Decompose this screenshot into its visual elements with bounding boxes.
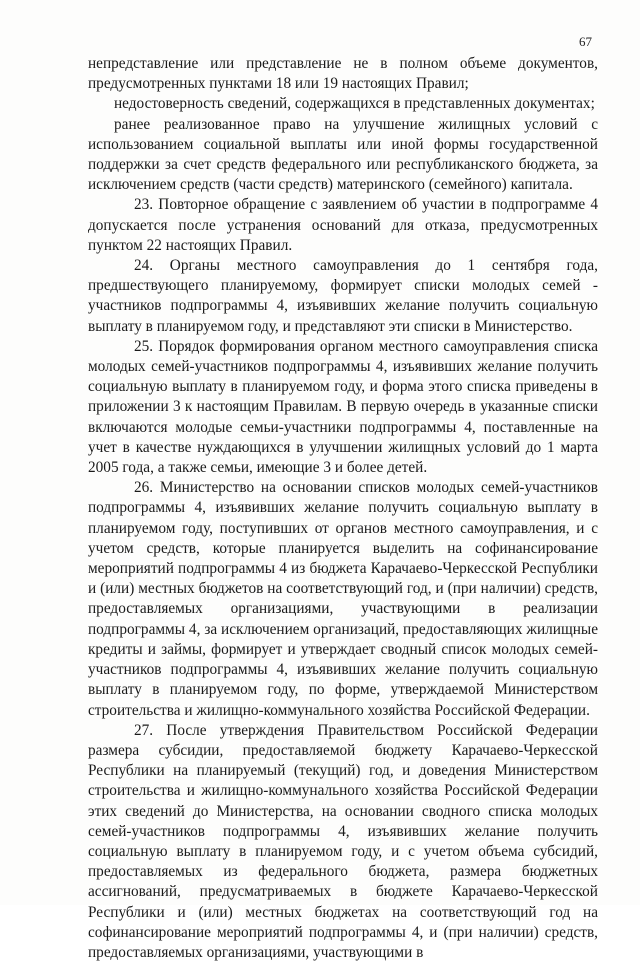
paragraph-1: непредставление или представление не в полном объеме документов, предусмотренных пунктами 18 или 19 настоящих Правил;	[88, 55, 598, 93]
paragraph-23: 23. Повторное обращение с заявлением об участии в подпрограмме 4 допускается после устранения оснований для отказа, предусмотренных пунктом 22 настоящих Правил.	[88, 196, 598, 254]
paragraph-27: 27. После утверждения Правительством Российской Федерации размера субсидии, предоставляемой бюджету Карачаево-Черкесской Республики на планируемый (текущий) год, и доведения Министерством строительства и жилищно-коммунального хозяйства Российской Федерации этих сведений до Министерства, на основании сводного списка молодых семей-участников подпрограммы 4, изъявивших желание получить социальную выплату в планируемом году, и с учетом объема субсидий, предоставляемых из федерального бюджета, размера бюджетных ассигнований, предусматриваемых в бюджете Карачаево-Черкесской Республики и (или) местных бюджетах на соответствующий год на софинансирование мероприятий подпрограммы 4, и (при наличии) средств, предоставляемых организациями, участвующими в	[88, 721, 598, 961]
paragraph-25: 25. Порядок формирования органом местного самоуправления списка молодых семей-участников подпрограммы 4, изъявивших желание получить социальную выплату в планируемом году, и форма этого списка приведены в приложении 3 к настоящим Правилам. В первую очередь в указанные списки включаются молодые семьи-участники подпрограммы 4, поставленные на учет в качестве нуждающихся в улучшении жилищных условий до 1 марта 2005 года, а также семьи, имеющие 3 и более детей.	[88, 337, 598, 477]
paragraph-24: 24. Органы местного самоуправления до 1 сентября года, предшествующего планируемому, формирует списки молодых семей - участников подпрограммы 4, изъявивших желание получить социальную выплату в планируемом году, и представляют эти списки в Министерство.	[88, 257, 598, 335]
page-number: 67	[579, 34, 592, 49]
paragraph-3: ранее реализованное право на улучшение жилищных условий с использованием социальной выплаты или иной формы государственной поддержки за счет средств федерального или республиканского бюджета, за исключением средств (части средств) материнского (семейного) капитала.	[88, 115, 598, 194]
paragraph-2: недостоверность сведений, содержащихся в представленных документах;	[114, 95, 595, 113]
paragraph-26: 26. Министерство на основании списков молодых семей-участников подпрограммы 4, изъявивших желание получить социальную выплату в планируемом году, поступивших от органов местного самоуправления, и с учетом средств, которые планируется выделить на софинансирование мероприятий подпрограммы 4 из бюджета Карачаево-Черкесской Республики и (или) местных бюджетов на соответствующий год, и (при наличии) средств, предоставляемых организациями, участвующими в реализации подпрограммы 4, за исключением организаций, предоставляющих жилищные кредиты и займы, формирует и утверждает сводный список молодых семей-участников подпрограммы 4, изъявивших желание получить социальную выплату в планируемом году, по форме, утверждаемой Министерством строительства и жилищно-коммунального хозяйства Российской Федерации.	[88, 479, 598, 719]
document-body	[88, 54, 598, 963]
